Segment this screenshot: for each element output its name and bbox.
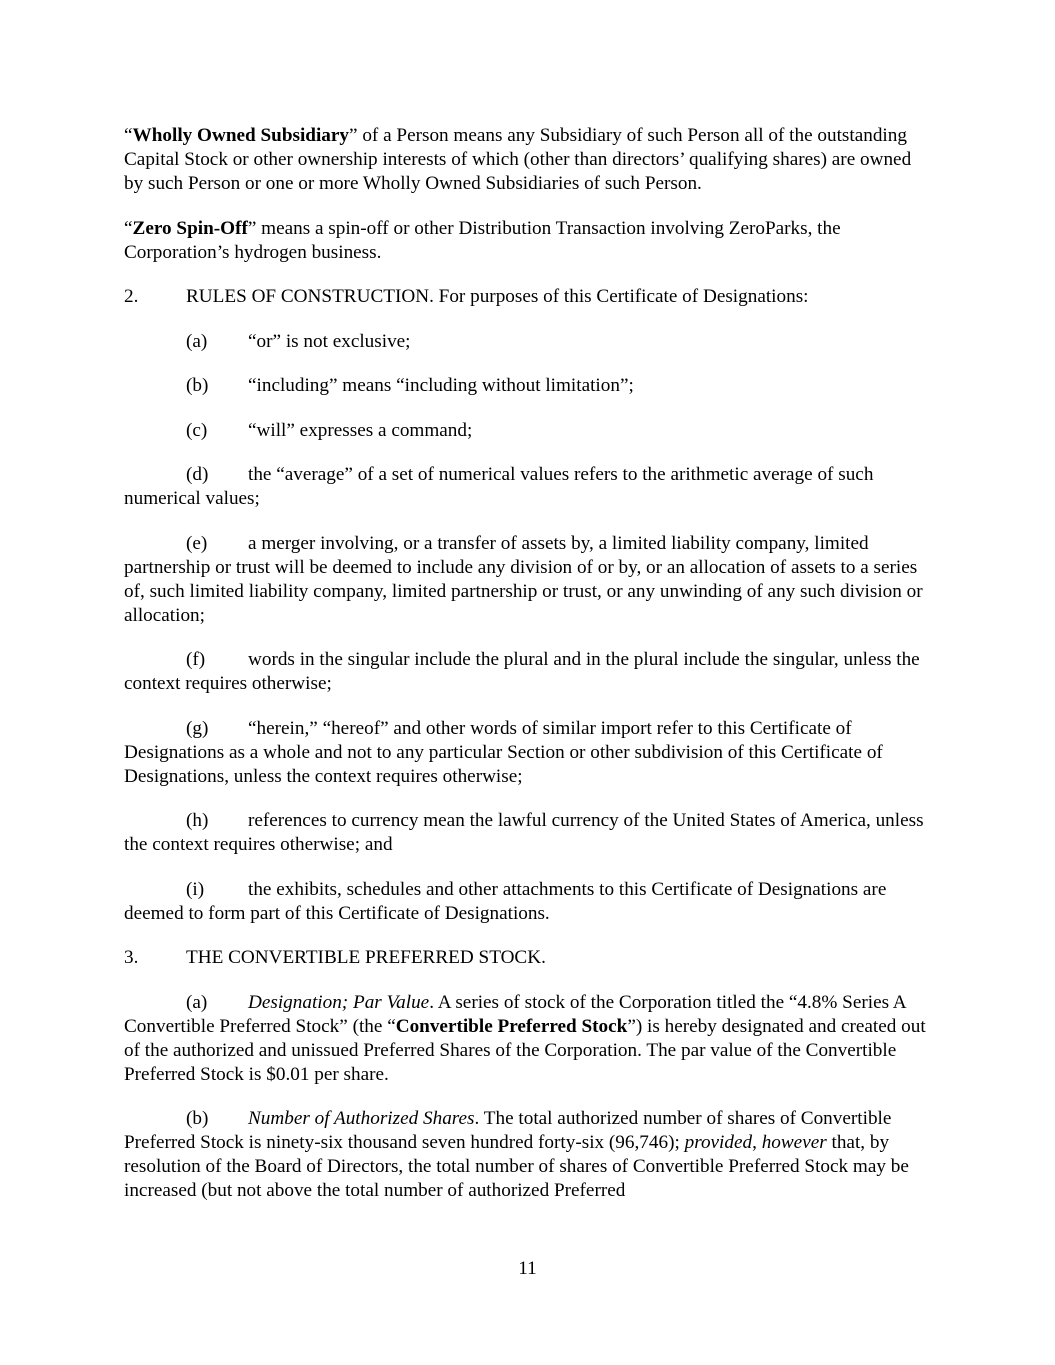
page-number: 11 [518, 1258, 537, 1279]
item-text: “or” is not exclusive; [248, 330, 411, 352]
item-marker: (d) [186, 464, 209, 485]
item-text: words in the singular include the plural and in the plural include the singular, unless the context requires otherwise; [124, 649, 920, 694]
item-text: “will” expresses a command; [248, 419, 473, 441]
rule-item-f [124, 648, 934, 696]
subsection-text: ”) is hereby designated and created out of the authorized and unissued Preferred Shares of the Corporation. The par value of the Convertible Preferred Stock is $0.01 per share. [124, 1015, 926, 1085]
item-marker: (h) [186, 810, 209, 831]
rule-item-d [124, 463, 934, 511]
rule-item-i [124, 878, 934, 926]
rule-item-e [124, 532, 934, 628]
subsection-heading: Designation; Par Value [248, 991, 430, 1013]
rule-item-b [124, 374, 934, 398]
section-title: RULES OF CONSTRUCTION. For purposes of this Certificate of Designations: [186, 286, 809, 307]
definition-zero-spin-off [124, 217, 934, 265]
section-number: 2. [124, 286, 139, 307]
defined-term: Convertible Preferred Stock [395, 1015, 628, 1037]
rule-item-c [124, 419, 934, 443]
item-text: “herein,” “hereof” and other words of similar import refer to this Certificate of Designations as a whole and not to any particular Section or other subdivision of this Certificate of Designations, unless the context requires otherwise; [124, 717, 883, 787]
defined-term: Zero Spin-Off [132, 217, 248, 239]
section-number: 3. [124, 947, 139, 968]
item-text: “including” means “including without limitation”; [248, 375, 634, 396]
item-marker: (b) [186, 375, 209, 396]
item-text: the “average” of a set of numerical values refers to the arithmetic average of such numerical values; [124, 464, 874, 509]
item-text: the exhibits, schedules and other attachments to this Certificate of Designations are deemed to form part of this Certificate of Designations. [124, 878, 887, 924]
section-2-heading [124, 285, 934, 309]
item-text: references to currency mean the lawful currency of the United States of America, unless the context requires otherwise; and [124, 810, 924, 855]
subsection-text: that, by resolution of the Board of Directors, the total number of shares of Convertible Preferred Stock may be increased (but not above the total number of authorized Preferred [124, 1132, 909, 1201]
proviso-term: provided [684, 1132, 753, 1153]
item-text: a merger involving, or a transfer of assets by, a limited liability company, limited partnership or trust will be deemed to include any division of or by, or an allocation of assets to a series of, such limited liability company, limited partnership or trust, or any unwinding of any such division or allocation; [124, 532, 923, 626]
item-marker: (b) [186, 1108, 209, 1129]
rule-item-g [124, 717, 934, 789]
document-page [124, 124, 934, 1224]
definition-text: ” of a Person means any Subsidiary of such Person all of the outstanding Capital Stock or other ownership interests of which (other than directors’ qualifying shares) are owned by such Person or one or more Wholly Owned Subsidiaries of such Person. [124, 125, 912, 194]
item-marker: (c) [186, 419, 208, 441]
item-marker: (i) [186, 878, 205, 900]
definition-text: ” means a spin-off or other Distribution Transaction involving ZeroParks, the Corporation’s hydrogen business. [124, 217, 841, 263]
section-title: THE CONVERTIBLE PREFERRED STOCK. [186, 947, 546, 968]
definition-wholly-owned-subsidiary [124, 124, 934, 196]
defined-term: Wholly Owned Subsidiary [132, 125, 349, 146]
item-marker: (g) [186, 717, 209, 739]
open-quote: “ [124, 125, 133, 146]
separator-text: , [752, 1132, 762, 1153]
subsection-text: . The total authorized number of shares of Convertible Preferred Stock is ninety-six thousand seven hundred forty-six (96,746); [124, 1108, 892, 1153]
item-marker: (e) [186, 532, 208, 554]
rule-item-h [124, 809, 934, 857]
item-marker: (a) [186, 991, 208, 1013]
rule-item-a [124, 330, 934, 354]
open-quote: “ [124, 217, 133, 239]
item-marker: (a) [186, 330, 208, 352]
subsection-heading: Number of Authorized Shares [248, 1108, 475, 1129]
section-3a-designation [124, 991, 934, 1087]
item-marker: (f) [186, 649, 206, 670]
proviso-term: however [761, 1132, 827, 1153]
subsection-text: . A series of stock of the Corporation titled the “4.8% Series A Convertible Preferred Stock” (the “ [124, 991, 906, 1037]
section-3-heading [124, 946, 934, 970]
section-3b-authorized-shares [124, 1107, 934, 1203]
